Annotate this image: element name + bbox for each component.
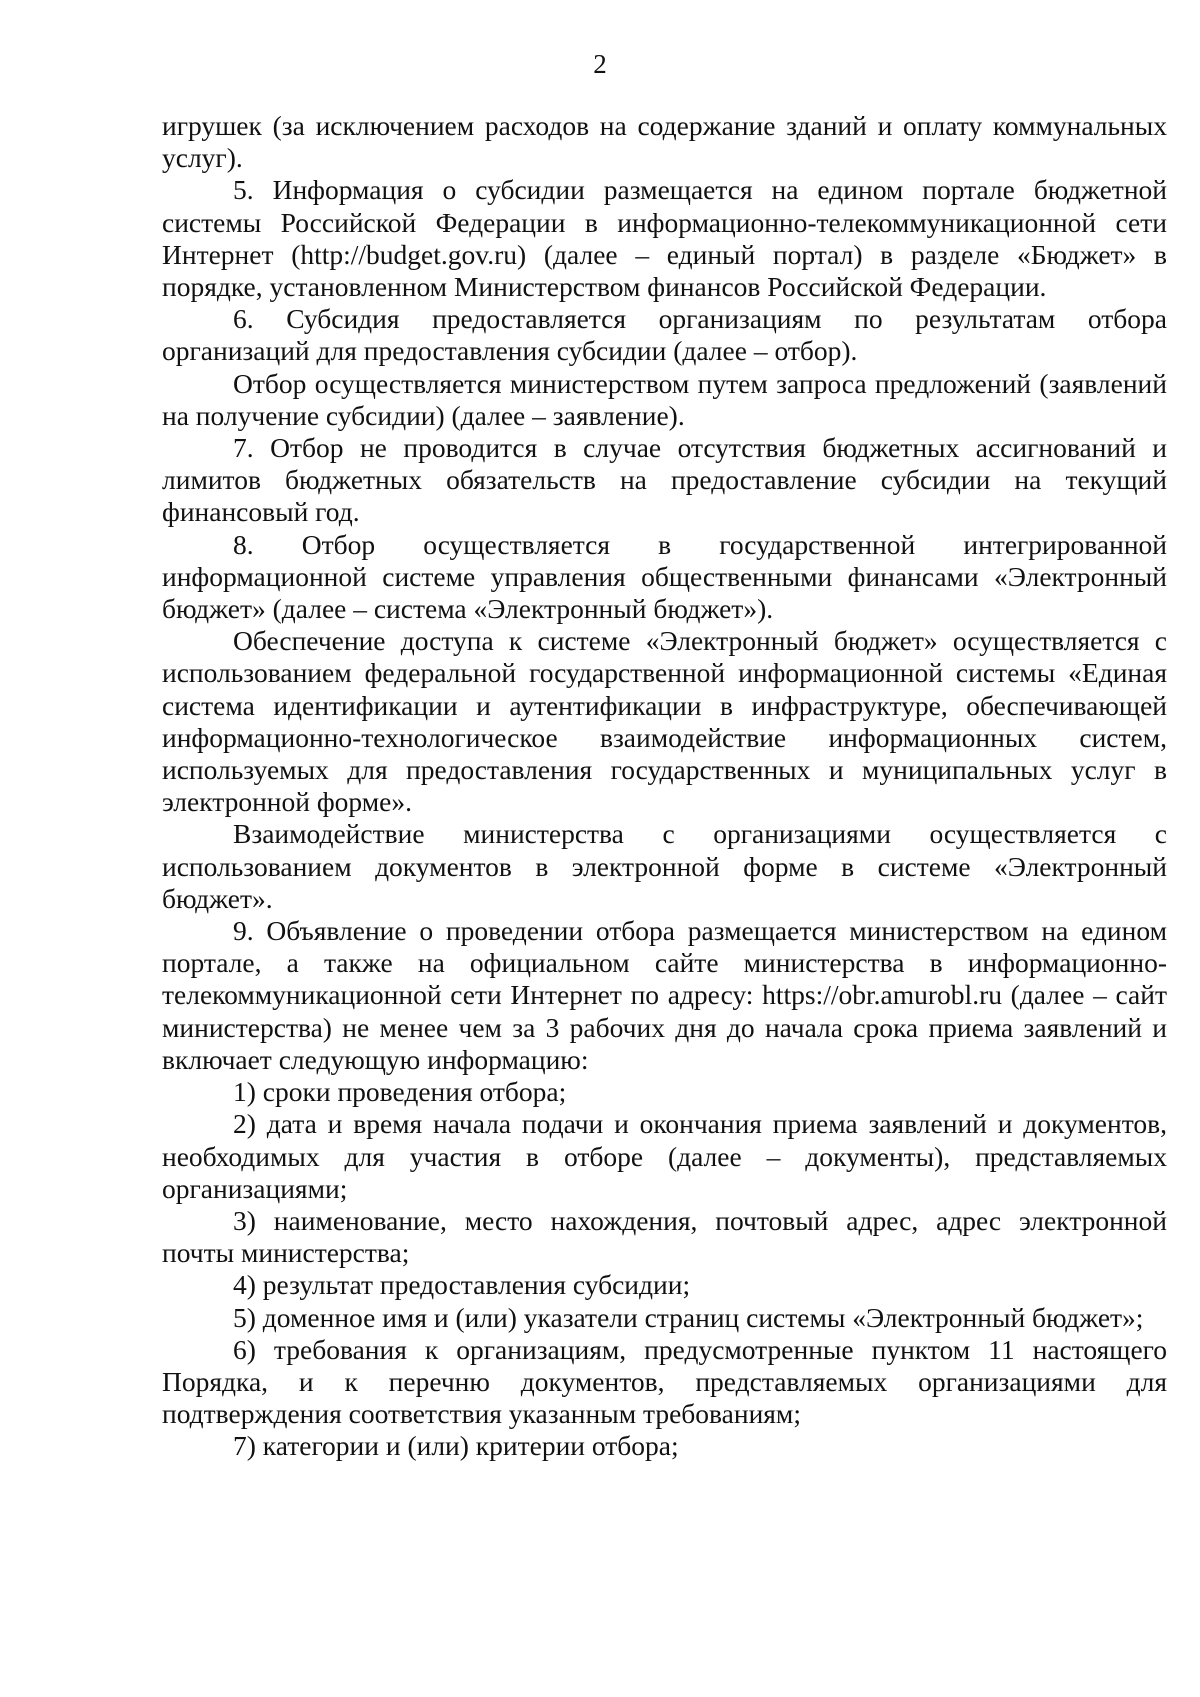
paragraph-8-access: Обеспечение доступа к системе «Электронный бюджет» осуществляется с использованием федеральной государственной информационной системы «Единая система идентификации и аутентификации в инфраструктуре, обеспечивающей информационно-технологическое взаимодействие информационных систем, используемых для предоставления государственных и муниципальных услуг в электронной форме». (162, 625, 1167, 818)
paragraph-6-selection: Отбор осуществляется министерством путем запроса предложений (заявлений на получение субсидии) (далее – заявление). (162, 367, 1167, 431)
list-item-4: 4) результат предоставления субсидии; (233, 1269, 691, 1301)
paragraph-7: 7. Отбор не проводится в случае отсутствия бюджетных ассигнований и лимитов бюджетных обязательств на предоставление субсидии на текущий финансовый год. (162, 432, 1167, 528)
paragraph-9: 9. Объявление о проведении отбора размещается министерством на едином портале, а также на официальном сайте министерства в информационно-телекоммуникационной сети Интернет по адресу: https://obr.amurobl.ru (далее – сайт министерства) не менее чем за 3 рабочих дня до начала срока приема заявлений и включает следующую информацию: (162, 915, 1167, 1075)
list-item-2: 2) дата и время начала подачи и окончания приема заявлений и документов, необходимых для участия в отборе (далее – документы), представляемых организациями; (162, 1108, 1167, 1204)
list-item-3: 3) наименование, место нахождения, почтовый адрес, адрес электронной почты министерства; (162, 1204, 1167, 1269)
list-item-1: 1) сроки проведения отбора; (233, 1076, 567, 1108)
paragraph-5: 5. Информация о субсидии размещается на едином портале бюджетной системы Российской Федерации в информационно-телекоммуникационной сети Интернет (http://budget.gov.ru) (далее – единый портал) в разделе «Бюджет» в порядке, установленном Министерством финансов Российской Федерации. (162, 174, 1167, 303)
paragraph-8: 8. Отбор осуществляется в государственной интегрированной информационной системе управления общественными финансами «Электронный бюджет» (далее – система «Электронный бюджет»). (162, 528, 1167, 625)
list-item-7: 7) категории и (или) критерии отбора; (233, 1430, 679, 1462)
paragraph-6: 6. Субсидия предоставляется организациям по результатам отбора организаций для предоставления субсидии (далее – отбор). (162, 303, 1167, 367)
paragraph-continuation: игрушек (за исключением расходов на содержание зданий и оплату коммунальных услуг). (162, 110, 1167, 174)
list-item-6: 6) требования к организациям, предусмотренные пунктом 11 настоящего Порядка, и к перечню документов, представляемых организациями для подтверждения соответствия указанным требованиям; (162, 1333, 1167, 1430)
document-body (162, 110, 1167, 1463)
page-number: 2 (593, 49, 607, 79)
list-item-5: 5) доменное имя и (или) указатели страниц системы «Электронный бюджет»; (233, 1301, 1144, 1333)
paragraph-8-interaction: Взаимодействие министерства с организациями осуществляется с использованием документов в электронной форме в системе «Электронный бюджет». (162, 818, 1167, 914)
